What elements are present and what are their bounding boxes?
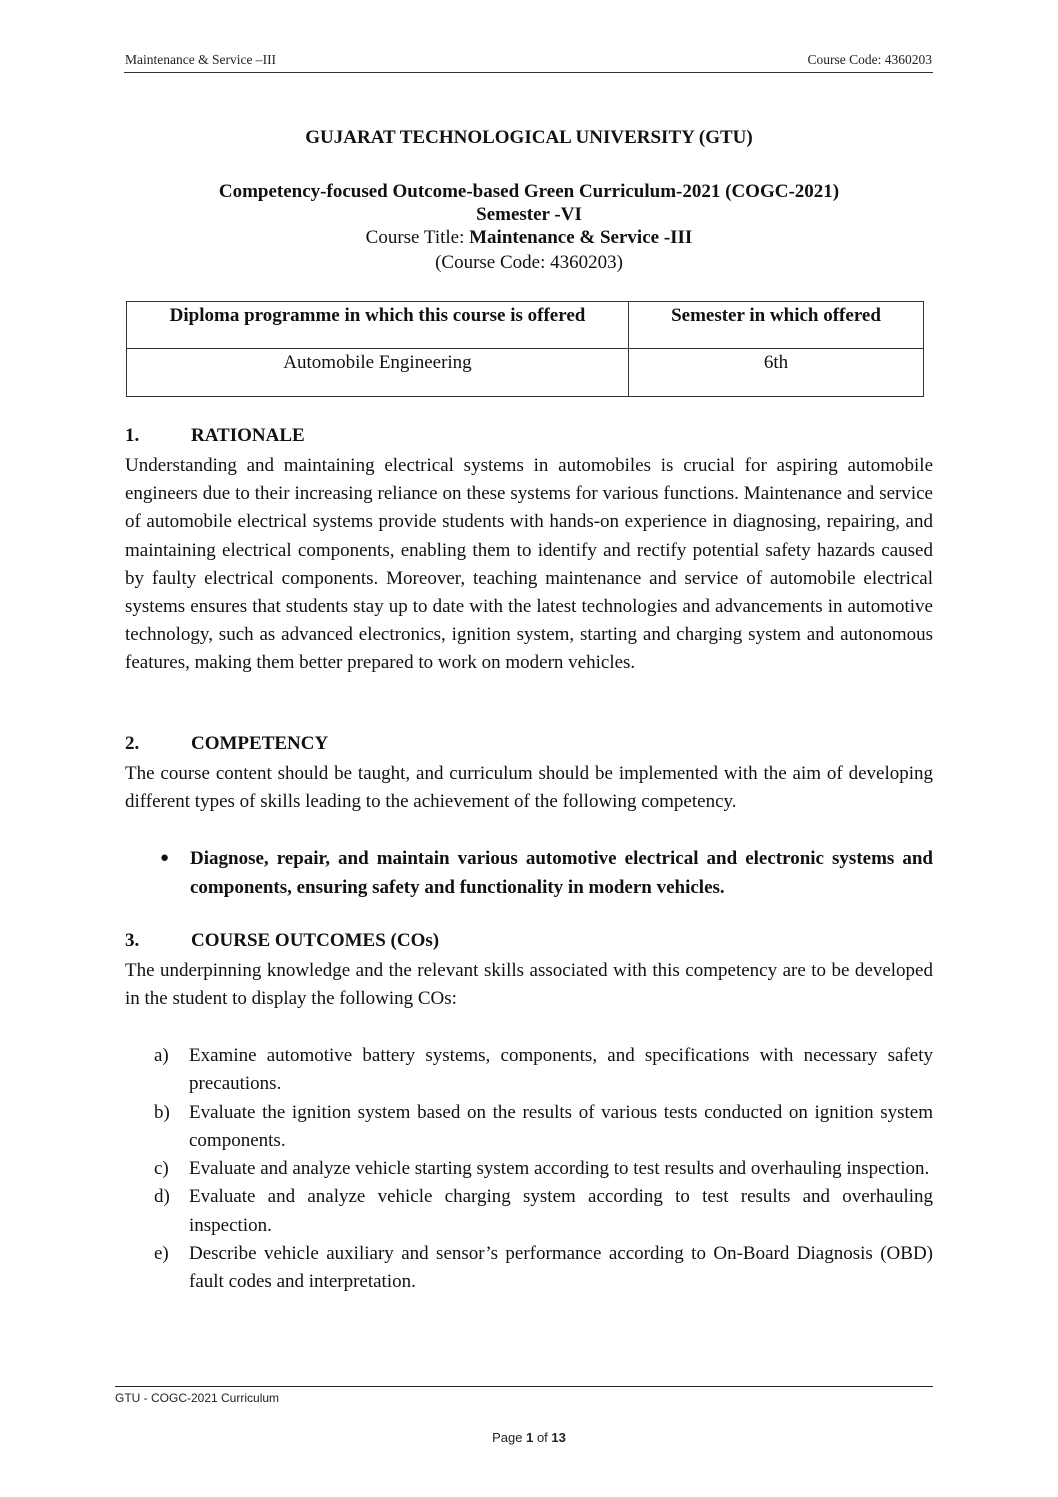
header-course-name: Maintenance & Service –III (125, 52, 277, 67)
course-title (124, 227, 934, 249)
list-item-text: Evaluate and analyze vehicle charging system according to test results and overhauling inspection. (189, 1186, 933, 1236)
table-header-row (127, 302, 924, 349)
list-item-label: e) (154, 1243, 169, 1265)
competency-statement (160, 844, 933, 902)
bullet-icon: ● (160, 850, 170, 866)
section-heading-rationale (125, 425, 305, 447)
table-cell-semester: 6th (629, 349, 924, 397)
curriculum-title: Competency-focused Outcome-based Green Curriculum-2021 (COGC-2021) (218, 181, 840, 202)
rationale-paragraph: Understanding and maintaining electrical systems in automobiles is crucial for aspiring automobile engineers due to their increasing reliance on these systems for various functions. Maintenance and service of automobile electrical systems provide students with hands-on experience in diagnosing, repairing, and maintaining electrical components, enabling them to identify and rectify potential safety hazards caused by faulty electrical components. Moreover, teaching maintenance and service of automobile electrical systems ensures that students stay up to date with the latest technologies and advancements in automotive technology, such as advanced electronics, ignition system, starting and charging system and autonomous features, making them better prepared to work on modern vehicles. (125, 455, 933, 674)
table-row (127, 349, 924, 397)
course-title-value: Maintenance & Service -III (469, 227, 693, 248)
section-number: 2. (125, 733, 140, 754)
list-item (154, 1042, 933, 1099)
section-title: COMPETENCY (191, 733, 329, 754)
table-cell-programme: Automobile Engineering (127, 349, 629, 397)
list-item-text: Describe vehicle auxiliary and sensor’s performance according to On-Board Diagnosis (OBD) fault codes and interpretation. (189, 1243, 933, 1293)
table-header-programme: Diploma programme in which this course is offered (127, 302, 629, 349)
course-outcomes-list (154, 1042, 933, 1297)
university-title: GUJARAT TECHNOLOGICAL UNIVERSITY (GTU) (305, 127, 753, 148)
list-item-text: Evaluate and analyze vehicle starting system according to test results and overhauling inspection. (189, 1158, 930, 1180)
list-item-text: Examine automotive battery systems, components, and specifications with necessary safety precautions. (189, 1045, 933, 1095)
competency-text: Diagnose, repair, and maintain various automotive electrical and electronic systems and components, ensuring safety and functionality in modern vehicles. (190, 848, 933, 898)
section-heading-course-outcomes (125, 930, 439, 952)
section-number: 3. (125, 930, 140, 951)
list-item (154, 1240, 933, 1297)
semester-title: Semester -VI (476, 204, 582, 225)
course-outcomes-paragraph: The underpinning knowledge and the relevant skills associated with this competency are to be developed in the student to display the following COs: (125, 960, 933, 1010)
list-item-label: c) (154, 1158, 169, 1180)
list-item (154, 1099, 933, 1156)
page-current: 1 (526, 1430, 534, 1445)
header-course-code: Course Code: 4360203 (807, 52, 932, 67)
list-item-label: b) (154, 1101, 170, 1123)
page-of: of (533, 1430, 552, 1445)
page-total: 13 (551, 1430, 566, 1445)
page-number (0, 1430, 1058, 1445)
section-number: 1. (125, 425, 140, 446)
course-title-label: Course Title: (365, 227, 470, 248)
course-code: (Course Code: 4360203) (435, 252, 623, 273)
page-prefix: Page (492, 1430, 527, 1445)
list-item-label: a) (154, 1045, 169, 1066)
section-title: COURSE OUTCOMES (COs) (191, 930, 440, 951)
section-heading-competency (125, 733, 328, 755)
list-item-text: Evaluate the ignition system based on the results of various tests conducted on ignition system components. (189, 1101, 933, 1151)
page-header (124, 50, 933, 73)
competency-paragraph: The course content should be taught, and curriculum should be implemented with the aim of developing different types of skills leading to the achievement of the following competency. (125, 763, 933, 813)
list-item (154, 1183, 933, 1240)
footer-divider (115, 1386, 933, 1387)
list-item (154, 1155, 933, 1183)
table-header-semester: Semester in which offered (629, 302, 924, 349)
footer-curriculum-label: GTU - COGC-2021 Curriculum (115, 1391, 280, 1405)
programme-table (126, 301, 924, 397)
list-item-label: d) (154, 1186, 170, 1208)
section-title: RATIONALE (191, 425, 305, 446)
